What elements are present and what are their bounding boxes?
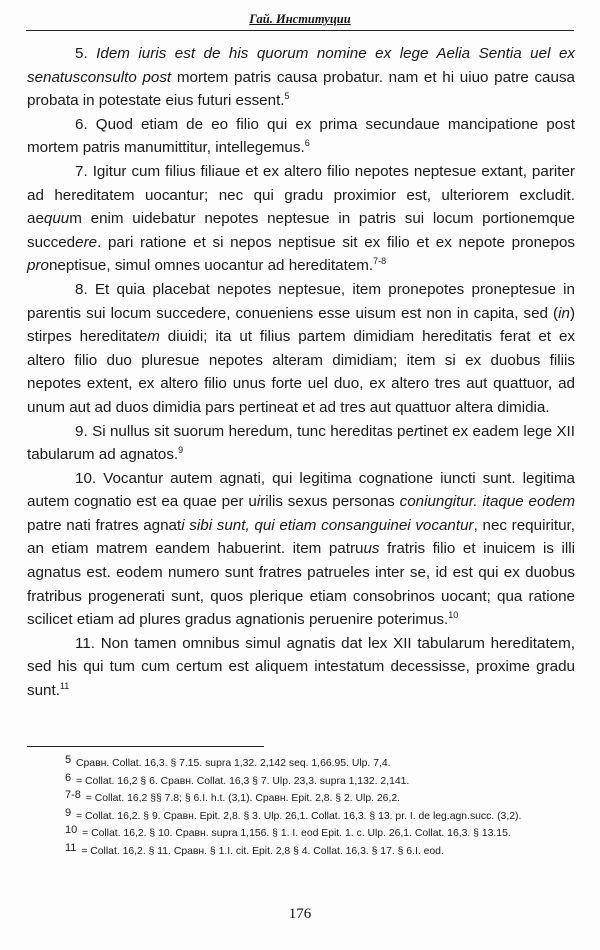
paragraph-text: Quod etiam de eo filio qui ex prima secundaue mancipatione post mortem patris manumittitur, intellegemus.: [27, 115, 575, 157]
header-rule: [26, 30, 574, 31]
main-text: [27, 42, 575, 703]
footnote-text: = Collat. 16,2. § 11. Сравн. § 1.I. cit. Epit. 2,8 § 4. Collat. 16,3. § 17. § 6.I. eod.: [81, 845, 444, 857]
italic-fragment: i: [256, 493, 261, 511]
paragraph-text: , nec requiritur, an etiam matrem eandem habuerint. item patru: [27, 516, 575, 558]
note-ref: 6: [304, 138, 310, 149]
paragraph-number: 11.: [75, 634, 95, 652]
header-title: Гай. Институции: [249, 12, 351, 26]
paragraph-10: [27, 467, 575, 632]
footnote: [27, 790, 575, 808]
paragraph-number: 8.: [75, 280, 88, 298]
note-ref: 11: [59, 681, 70, 692]
italic-phrase: Idem iuris est de his quorum nomine ex lege Aelia Sentia uel ex senatusconsulto post: [27, 45, 575, 86]
footnote-mark: 5: [65, 754, 72, 766]
footnote-mark: 6: [65, 771, 72, 784]
footnote: [27, 755, 575, 773]
paragraph-number: 5.: [75, 45, 88, 62]
running-head: [26, 8, 574, 32]
page-number: 176: [288, 906, 312, 922]
paragraph-7: [27, 160, 575, 278]
footnotes: [27, 755, 575, 861]
paragraph-text: neptisue, simul omnes uocantur ad hereditatem.: [48, 257, 374, 275]
footnote-rule: [27, 746, 264, 747]
footnote-mark: 9: [65, 806, 72, 819]
paragraph-9: [27, 420, 575, 467]
italic-fragment: ere: [75, 233, 98, 251]
italic-fragment: us: [363, 540, 380, 558]
paragraph-8: [27, 278, 575, 420]
footnote-mark: 11: [65, 841, 77, 854]
footnote: [27, 843, 575, 861]
paragraph-text: m enim uidebatur nepotes neptesue in patris sui locum portionemque succed: [27, 210, 575, 251]
footnote-text: = Collat. 16,2. § 10. Сравн. supra 1,156. § 1. I. eod Epit. 1. c. Ulp. 26,1. Collat. 16,3. § 13.15.: [82, 828, 511, 840]
paragraph-text: mortem patris causa probatur. nam et hi uiuo patre causa probata in potestate eius futuri essent.: [27, 68, 575, 110]
footnote-text: = Collat. 16,2. § 9. Сравн. Epit. 2,8. § 3. Ulp. 26,1. Collat. 16,3. § 13. pr. I. de leg.agn.succ. (3,2).: [76, 810, 522, 822]
paragraph-text: tinet ex eadem lege XII tabularum ad agnatos.: [27, 422, 575, 464]
italic-fragment: m: [147, 328, 160, 346]
note-ref: 9: [178, 445, 184, 456]
paragraph-text: fratris filio et inuicem is illi agnatus est. eodem numero sunt fratres patrueles inter se, id est qui ex duobus fratribus progenerati sunt, quos plerique etiam consobrinos uocant; qua ratione scilicet etiam ad plures gradus agnationis peruenire poterimus.: [27, 540, 575, 629]
paragraph-number: 6.: [75, 115, 88, 133]
paragraph-number: 9.: [75, 422, 88, 440]
paragraph-5: [27, 42, 575, 113]
italic-fragment: i sibi sunt, qui etiam consanguinei vocantur: [181, 516, 474, 534]
footnote: [27, 773, 575, 791]
italic-fragment: r: [413, 422, 420, 440]
italic-fragment: quu: [43, 210, 70, 228]
note-ref: 5: [284, 91, 290, 102]
paragraph-text: Non tamen omnibus simul agnatis dat lex XII tabularum hereditatem, sed his qui tum cum certum est aliquem intestatum decessisse, proxime gradu sunt.: [27, 634, 575, 700]
paragraph-number: 10.: [75, 469, 97, 487]
note-ref: 7-8: [373, 256, 387, 267]
paragraph-text: Si nullus sit suorum heredum, tunc hereditas pe: [92, 422, 414, 440]
note-ref: 10: [448, 610, 459, 621]
paragraph-text: . pari ratione et si nepos neptisue sit ex filio et ex nepote pronepos: [97, 233, 575, 251]
paragraph-text: Vocantur autem agnati, qui legitima cognatione iuncti sunt. legitima autem cognatio est ea quae per u: [27, 469, 575, 511]
paragraph-text: diuidi; ita ut filius partem dimidiam hereditatis ferat et ex altero filio duo pluresue nepotes alteram dimidiam; item si ex duobus filiis nepotes extent, ex altero filio unus forte uel duo, ex altero tres aut quattuor, ad unum aut ad duos dimidia pars pertineat et ad tres aut quattuor altera dimidia.: [27, 328, 575, 416]
paragraph-text: patre nati fratres agnat: [27, 516, 182, 534]
italic-fragment: pro: [27, 257, 49, 275]
paragraph-text: rilis sexus personas: [260, 493, 400, 511]
italic-fragment: in: [558, 304, 570, 322]
footnote-text: = Collat. 16,2 §§ 7.8; § 6.I. h.t. (3,1). Сравн. Epit. 2,8. § 2. Ulp. 26,2.: [85, 793, 401, 805]
footnote: [27, 808, 575, 826]
paragraph-text: Igitur cum filius filiaue et ex altero filio nepotes neptesue extant, pariter ad hereditatem uocantur; nec qui gradu proximior est, ulteriorem excludit. ae: [27, 162, 575, 228]
paragraph-number: 7.: [75, 162, 88, 180]
footnote-mark: 10: [65, 824, 78, 837]
footnote-text: Сравн. Collat. 16,3. § 7.15. supra 1,32. 2,142 seq. 1,66.95. Ulp. 7,4.: [76, 758, 391, 769]
italic-fragment: coniungitur. itaque eodem: [399, 493, 575, 511]
paragraph-text: ) stirpes hereditate: [27, 304, 575, 346]
footnote-mark: 7-8: [65, 789, 81, 802]
paragraph-11: [27, 632, 575, 703]
paragraph-6: [27, 113, 575, 160]
footnote-text: = Collat. 16,2 § 6. Сравн. Collat. 16,3 § 7. Ulp. 23,3. supra 1,132. 2,141.: [76, 775, 410, 787]
paragraph-text: Et quia placebat nepotes neptesue, item pronepotes proneptesue in parentis sui locum succedere, conueniens esse uisum est non in capita, sed (: [27, 280, 575, 322]
footnote: [27, 825, 575, 843]
